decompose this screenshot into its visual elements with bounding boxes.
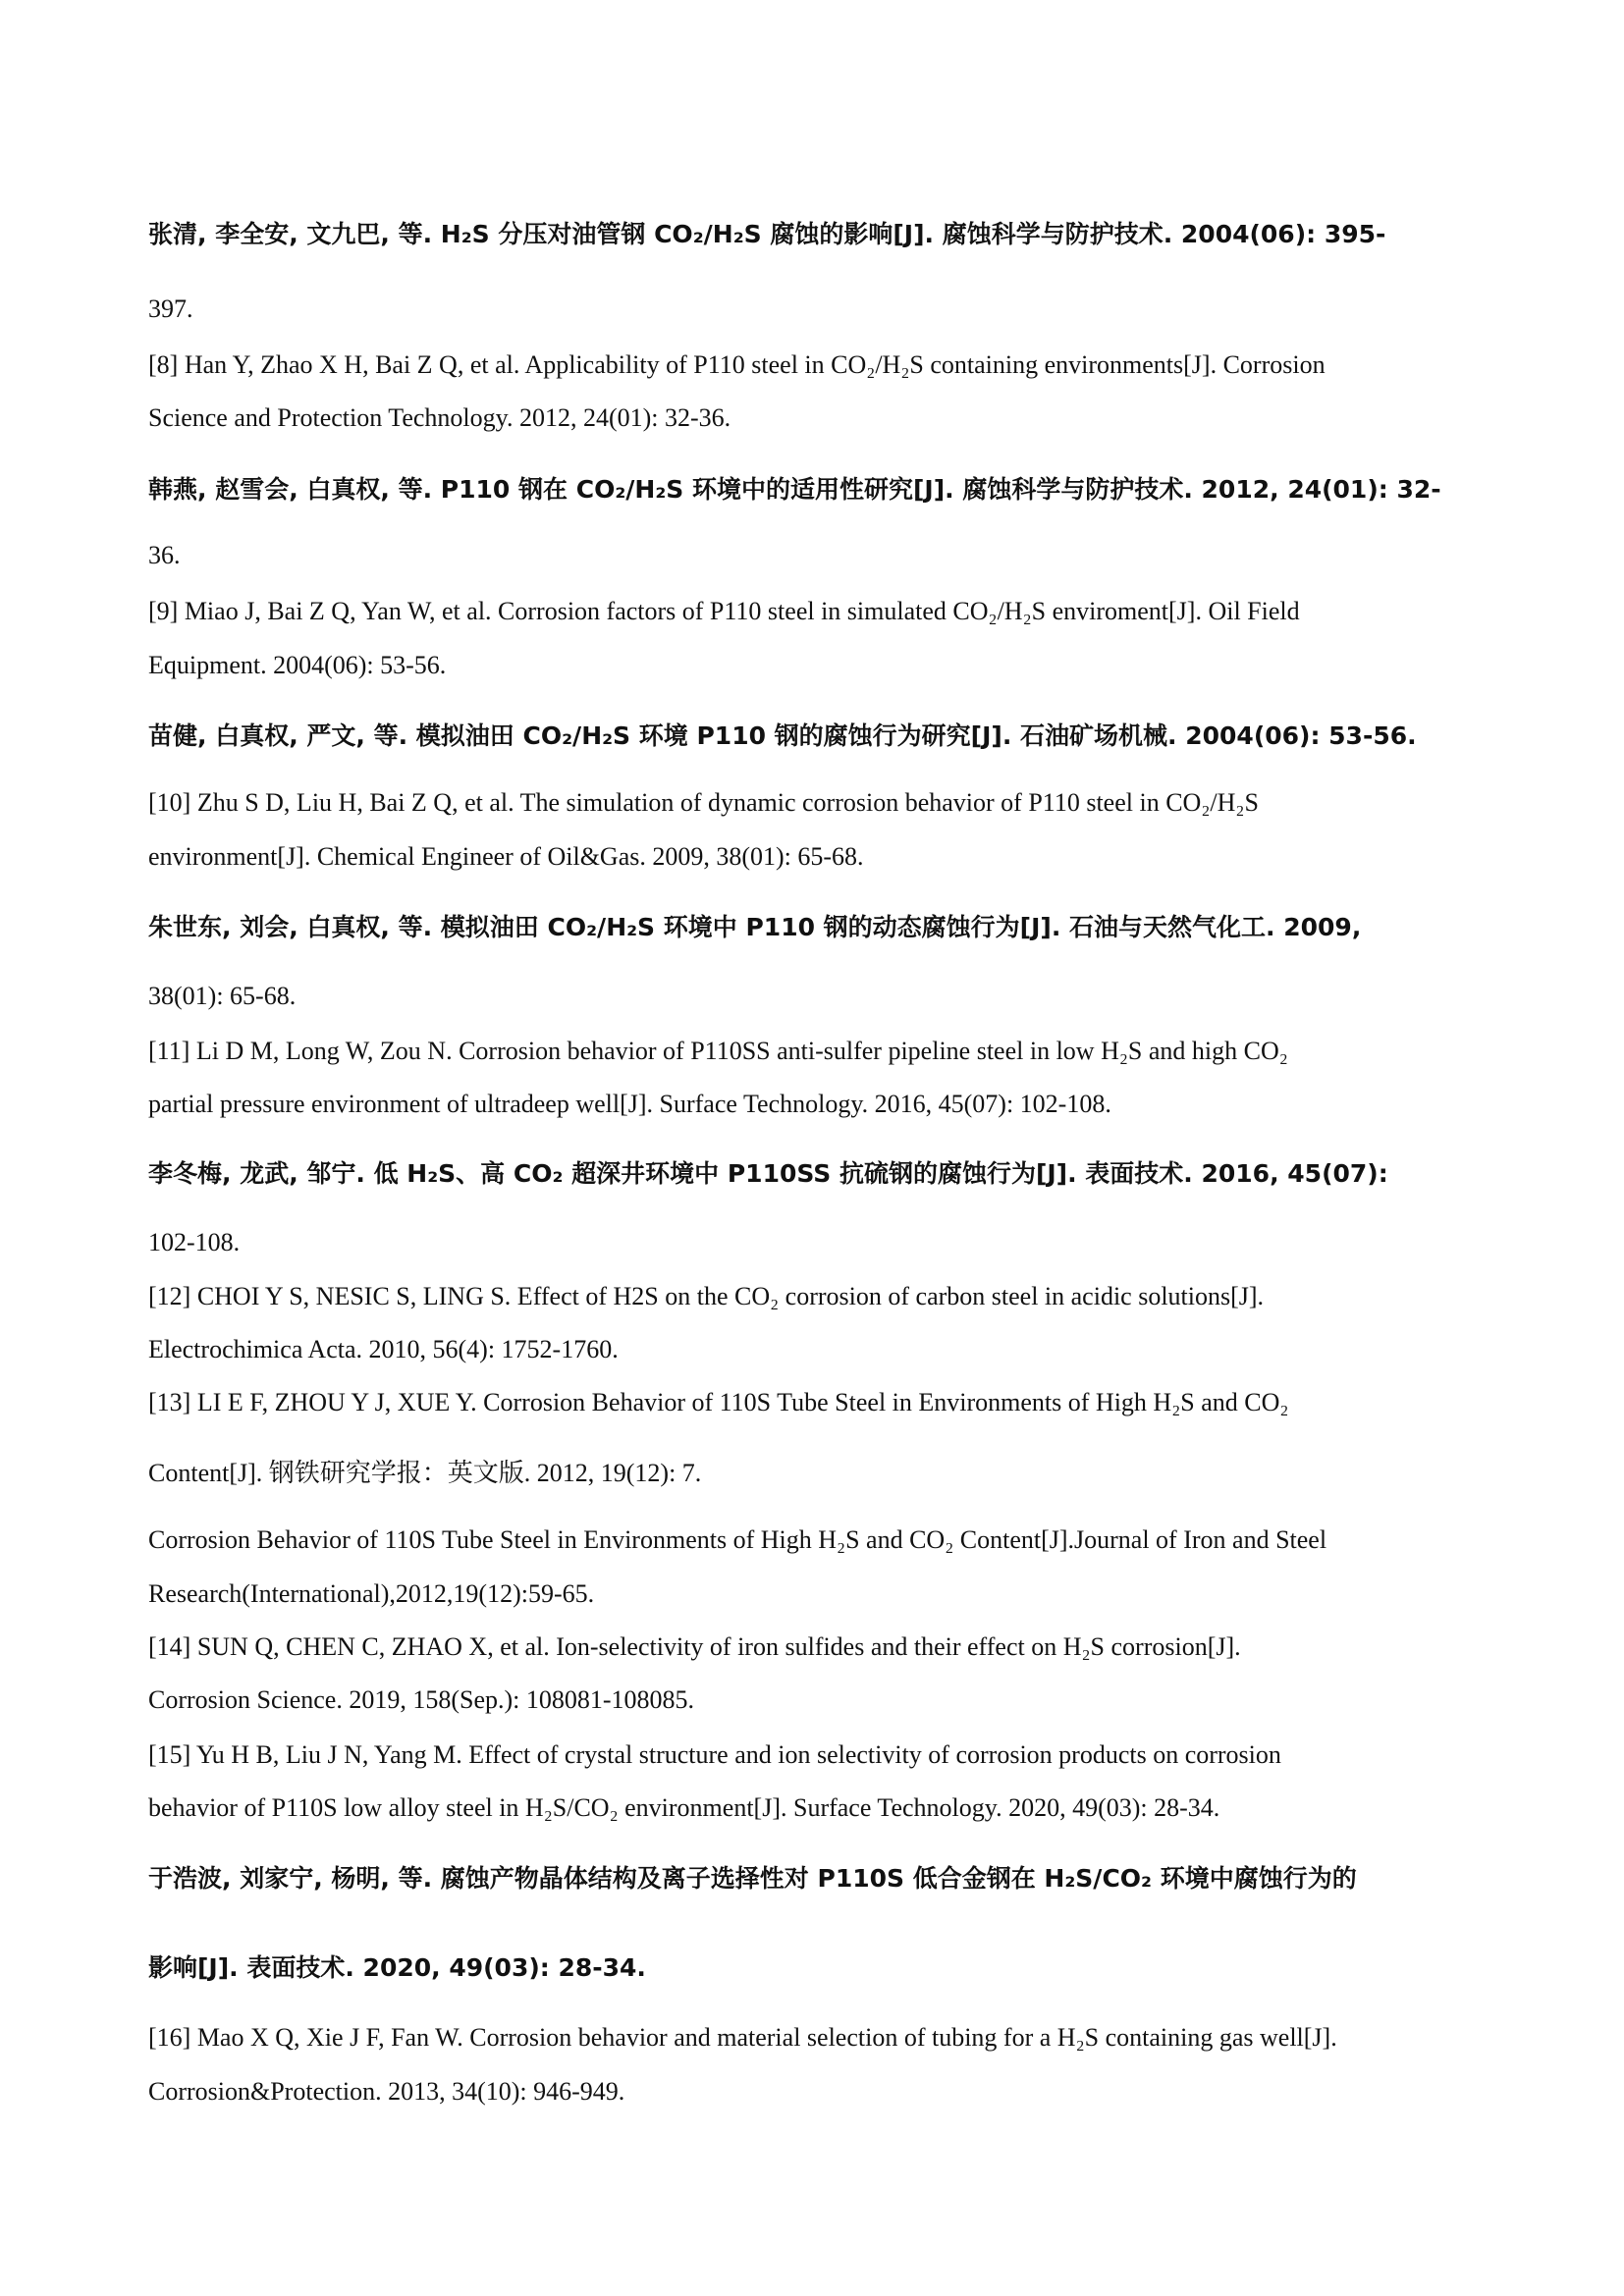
reference-line: Corrosion Behavior of 110S Tube Steel in Environments of High H₂S and CO₂ Content[J].Journal of Iron and Steel [148,1525,1327,1554]
reference-line: Corrosion Science. 2019, 158(Sep.): 108081-108085. [148,1685,695,1714]
reference-line: 38(01): 65-68. [148,982,297,1010]
reference-line: 102-108. [148,1228,241,1256]
reference-line: environment[J]. Chemical Engineer of Oil&Gas. 2009, 38(01): 65-68. [148,842,864,871]
reference-line: [12] CHOI Y S, NESIC S, LING S. Effect of H2S on the CO₂ corrosion of carbon steel in acidic solutions[J]. [148,1282,1265,1310]
reference-line: [10] Zhu S D, Liu H, Bai Z Q, et al. The simulation of dynamic corrosion behavior of P110 steel in CO₂/H₂S [148,788,1259,817]
reference-line: 36. [148,541,181,569]
reference-line: Electrochimica Acta. 2010, 56(4): 1752-1760. [148,1335,619,1363]
reference-line: Research(International),2012,19(12):59-65. [148,1579,595,1608]
reference-line: [13] LI E F, ZHOU Y J, XUE Y. Corrosion Behavior of 110S Tube Steel in Environments of High H₂S and CO₂ [148,1388,1289,1416]
reference-line: 朱世东, 刘会, 白真权, 等. 模拟油田 CO₂/H₂S 环境中 P110 钢的动态腐蚀行为[J]. 石油与天然气化工. 2009, [148,913,1362,941]
reference-line: Science and Protection Technology. 2012, 24(01): 32-36. [148,403,731,432]
reference-line: [16] Mao X Q, Xie J F, Fan W. Corrosion behavior and material selection of tubing for a H₂S containing gas well[J]. [148,2023,1337,2052]
reference-line: 韩燕, 赵雪会, 白真权, 等. P110 钢在 CO₂/H₂S 环境中的适用性研究[J]. 腐蚀科学与防护技术. 2012, 24(01): 32- [148,475,1441,504]
reference-line: 影响[J]. 表面技术. 2020, 49(03): 28-34. [148,1953,646,1982]
reference-line: 苗健, 白真权, 严文, 等. 模拟油田 CO₂/H₂S 环境 P110 钢的腐蚀行为研究[J]. 石油矿场机械. 2004(06): 53-56. [148,721,1417,750]
reference-line: [8] Han Y, Zhao X H, Bai Z Q, et al. Applicability of P110 steel in CO₂/H₂S containing environments[J]. Corrosion [148,350,1326,379]
reference-line: Content[J]. 钢铁研究学报：英文版. 2012, 19(12): 7. [148,1459,702,1487]
reference-line: [11] Li D M, Long W, Zou N. Corrosion behavior of P110SS anti-sulfer pipeline steel in low H₂S and high CO₂ [148,1037,1288,1065]
reference-line: [14] SUN Q, CHEN C, ZHAO X, et al. Ion-selectivity of iron sulfides and their effect on H₂S corrosion[J]. [148,1632,1241,1661]
reference-line: 397. [148,294,193,323]
reference-line: 张清, 李全安, 文九巴, 等. H₂S 分压对油管钢 CO₂/H₂S 腐蚀的影响[J]. 腐蚀科学与防护技术. 2004(06): 395- [148,220,1386,248]
reference-line: Equipment. 2004(06): 53-56. [148,651,447,679]
reference-line: Corrosion&Protection. 2013, 34(10): 946-949. [148,2077,625,2106]
reference-line: 李冬梅, 龙武, 邹宁. 低 H₂S、高 CO₂ 超深井环境中 P110SS 抗硫钢的腐蚀行为[J]. 表面技术. 2016, 45(07): [148,1159,1388,1188]
reference-line: behavior of P110S low alloy steel in H₂S/CO₂ environment[J]. Surface Technology. 2020, 49(03): 28-34. [148,1793,1220,1822]
reference-line: partial pressure environment of ultradeep well[J]. Surface Technology. 2016, 45(07): 102-108. [148,1090,1111,1118]
reference-line: [15] Yu H B, Liu J N, Yang M. Effect of crystal structure and ion selectivity of corrosion products on corrosion [148,1740,1281,1769]
reference-line: [9] Miao J, Bai Z Q, Yan W, et al. Corrosion factors of P110 steel in simulated CO₂/H₂S enviroment[J]. Oil Field [148,597,1300,625]
reference-line: 于浩波, 刘家宁, 杨明, 等. 腐蚀产物晶体结构及离子选择性对 P110S 低合金钢在 H₂S/CO₂ 环境中腐蚀行为的 [148,1864,1357,1893]
